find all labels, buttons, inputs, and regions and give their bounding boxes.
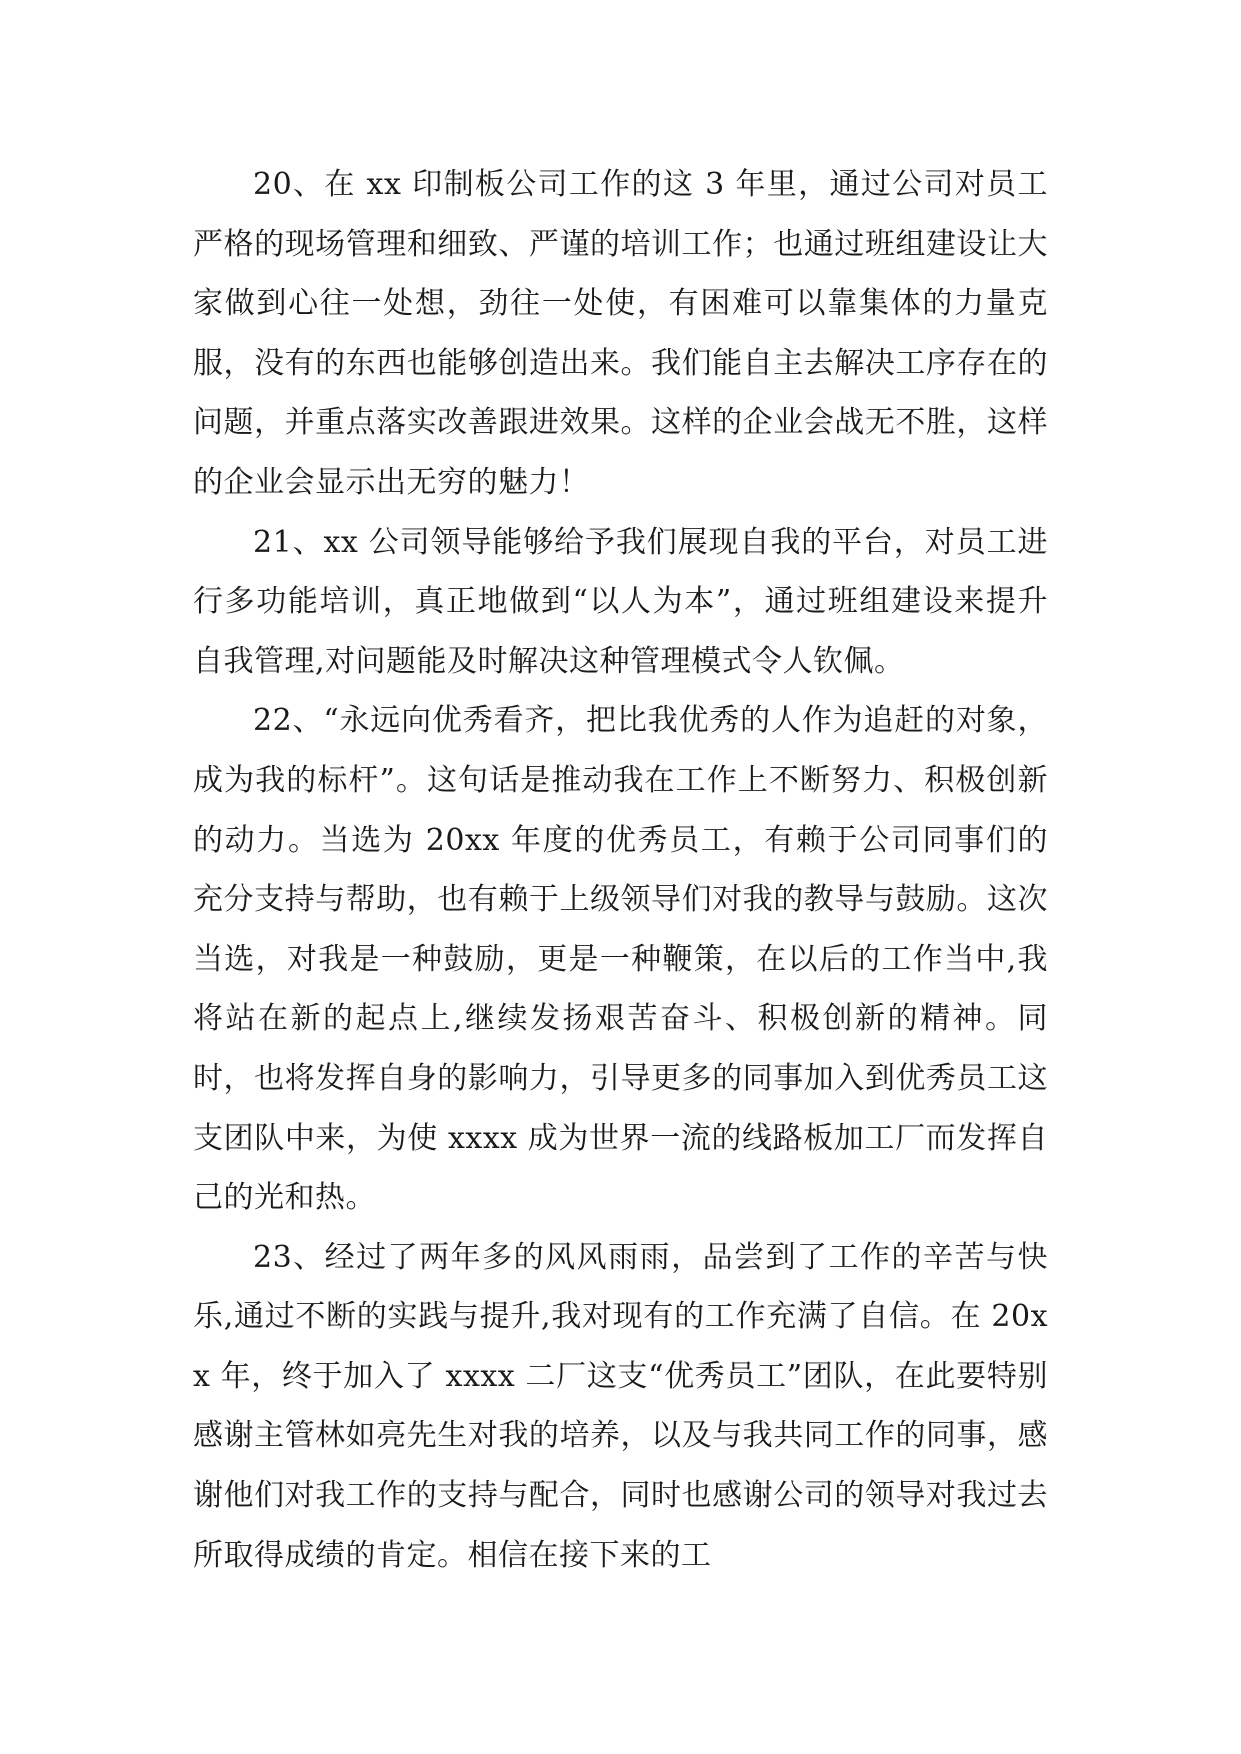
paragraph-23: 23、经过了两年多的风风雨雨，品尝到了工作的辛苦与快乐,通过不断的实践与提升,我对现有的工作充满了自信。在 20xx 年，终于加入了 xxxx 二厂这支“优秀员工”团队，在此要特别感谢主管林如亮先生对我的培养，以及与我共同工作的同事，感谢他们对我工作的支持与配合，同时也感谢公司的领导对我过去所取得成绩的肯定。相信在接下来的工 — [193, 1239, 1048, 1573]
paragraph-20: 20、在 xx 印制板公司工作的这 3 年里，通过公司对员工严格的现场管理和细致、严谨的培训工作；也通过班组建设让大家做到心往一处想，劲往一处使，有困难可以靠集体的力量克服，没有的东西也能够创造出来。我们能自主去解决工序存在的问题，并重点落实改善跟进效果。这样的企业会战无不胜，这样的企业会显示出无穷的魅力！ — [193, 167, 1048, 500]
document-body — [193, 155, 1048, 1585]
paragraph-22: 22、“永远向优秀看齐，把比我优秀的人作为追赶的对象，成为我的标杆”。这句话是推动我在工作上不断努力、积极创新的动力。当选为 20xx 年度的优秀员工，有赖于公司同事们的充分支持与帮助，也有赖于上级领导们对我的教导与鼓励。这次当选，对我是一种鼓励，更是一种鞭策，在以后的工作当中,我将站在新的起点上,继续发扬艰苦奋斗、积极创新的精神。同时，也将发挥自身的影响力，引导更多的同事加入到优秀员工这支团队中来，为使 xxxx 成为世界一流的线路板加工厂而发挥自己的光和热。 — [193, 703, 1048, 1216]
paragraph-21: 21、xx 公司领导能够给予我们展现自我的平台，对员工进行多功能培训，真正地做到“以人为本”，通过班组建设来提升自我管理,对问题能及时解决这种管理模式令人钦佩。 — [193, 524, 1048, 679]
